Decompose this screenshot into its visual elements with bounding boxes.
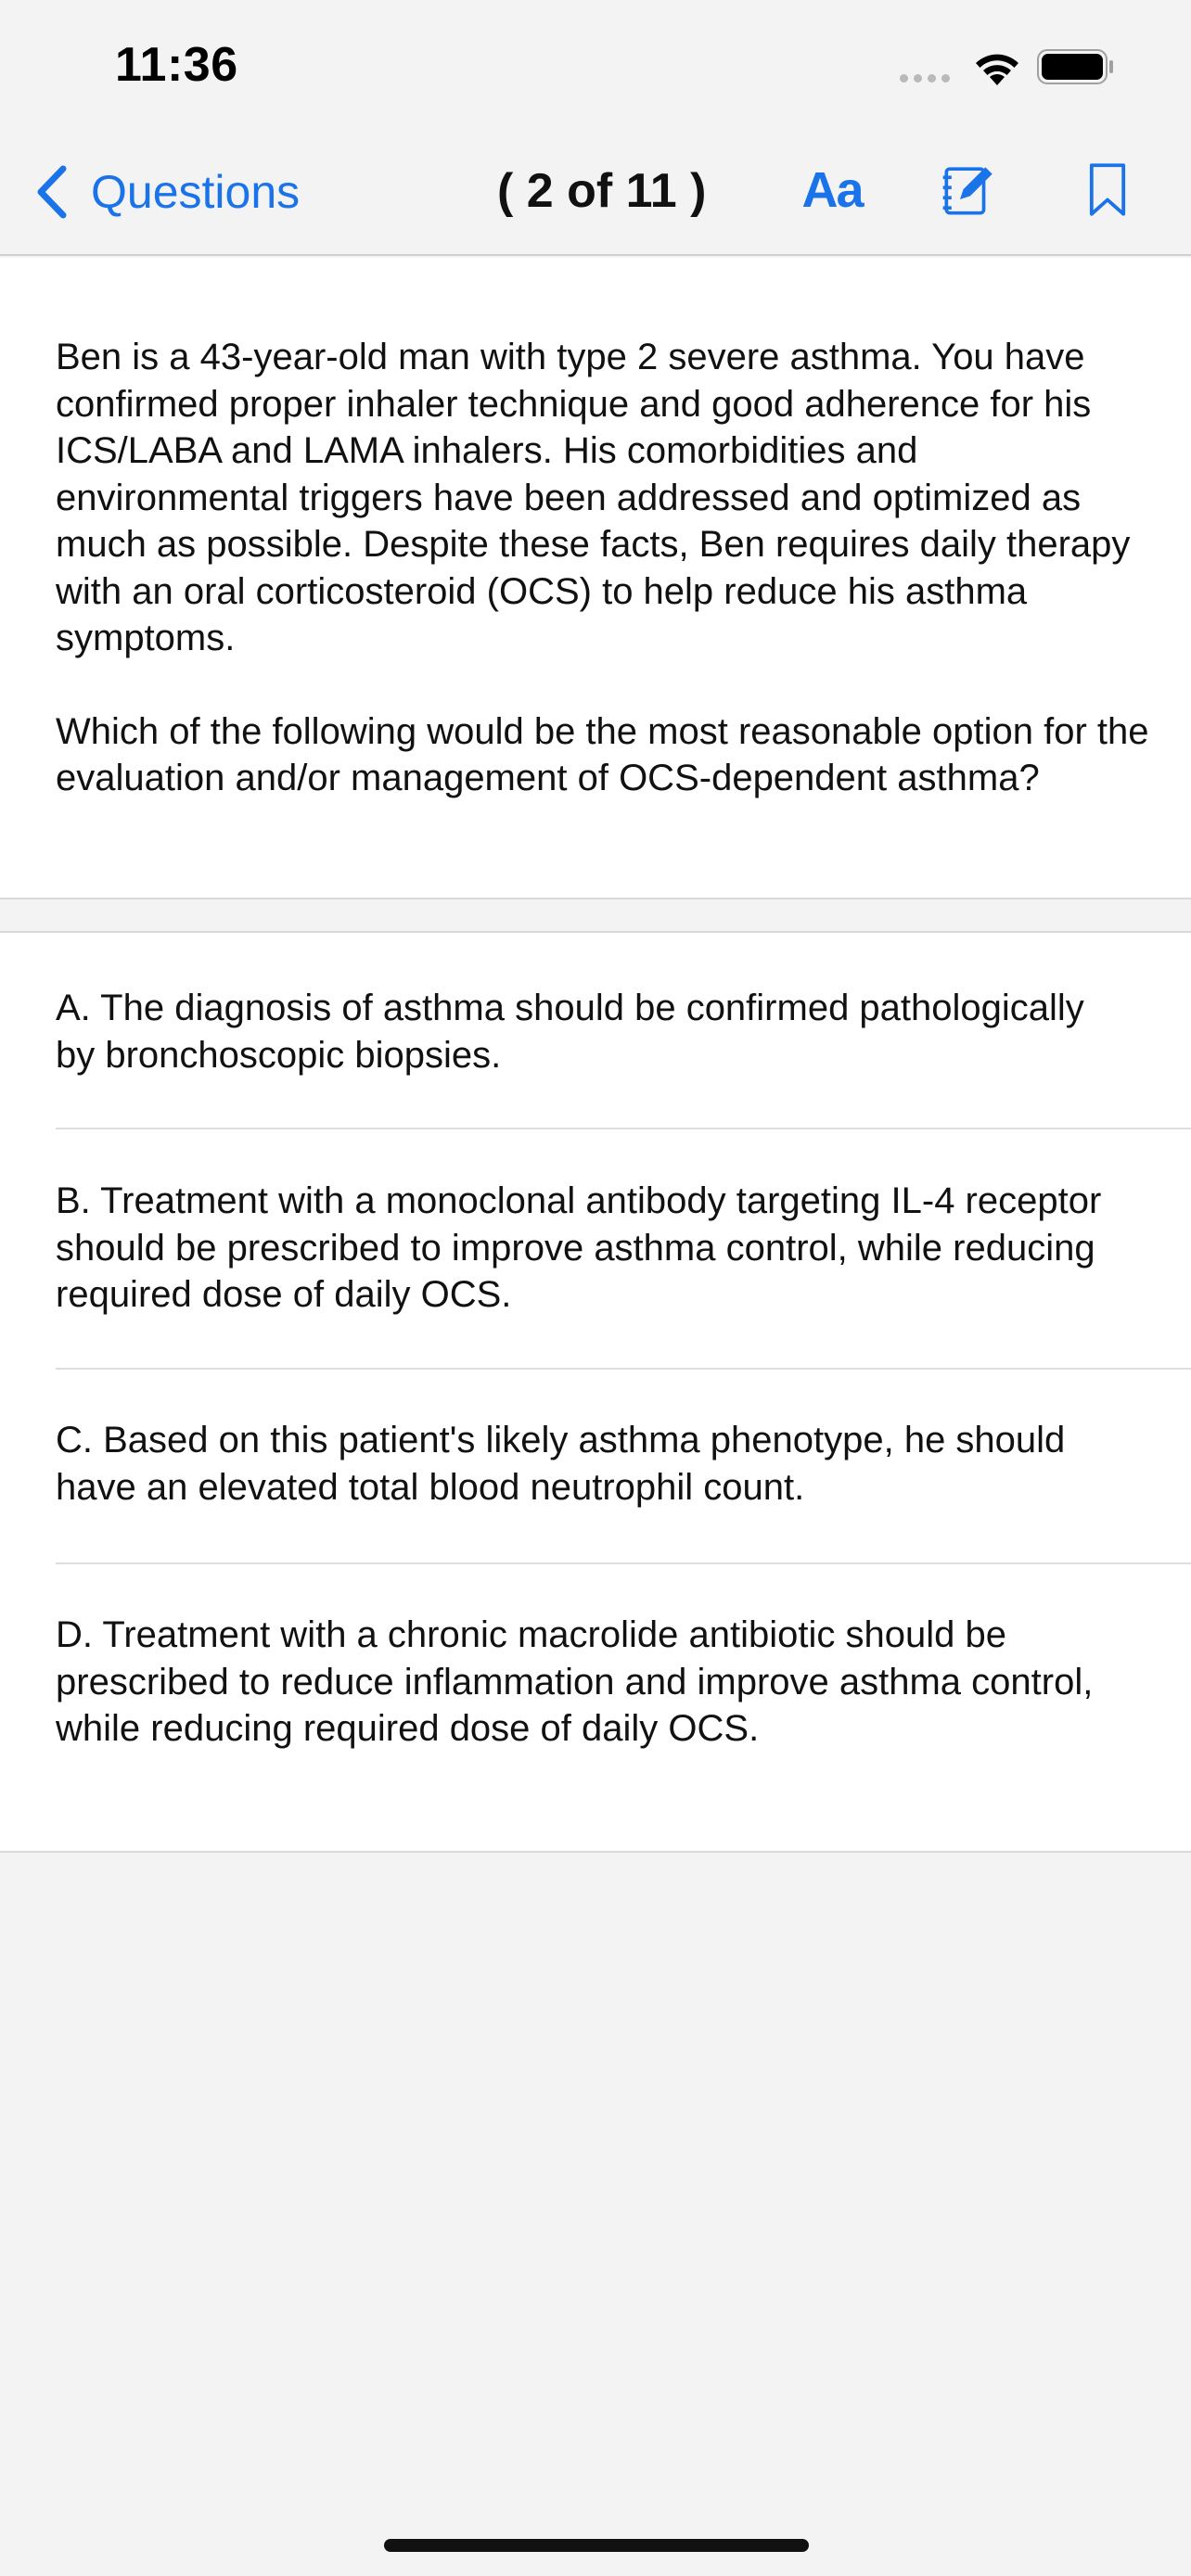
option-c[interactable]: [56, 1417, 1191, 1511]
question-stem: [56, 334, 1159, 802]
option-text: C. Based on this patient's likely asthma phenotype, he should have an elevated total blood neutrophil count.: [56, 1420, 1066, 1508]
question-prompt: Which of the following would be the most reasonable option for the evaluation and/or management of OCS-dependent asthma?: [56, 710, 1149, 798]
bookmark-icon: [1088, 162, 1127, 218]
navigation-bar: [0, 130, 1191, 256]
battery-icon: [1037, 48, 1115, 85]
home-indicator[interactable]: [384, 2539, 809, 2552]
answer-options-list: [0, 931, 1191, 1853]
status-time: 11:36: [115, 38, 238, 92]
bookmark-button[interactable]: [1083, 158, 1132, 223]
cellular-signal-icon: [900, 74, 950, 83]
back-button[interactable]: [33, 161, 300, 223]
divider: [56, 1128, 1191, 1129]
question-counter: ( 2 of 11 ): [497, 164, 707, 218]
notes-button[interactable]: [937, 158, 1002, 223]
option-text: B. Treatment with a monoclonal antibody targeting IL-4 receptor should be prescribed to improve asthma control, while reducing required dose of daily OCS.: [56, 1180, 1102, 1315]
option-b[interactable]: [56, 1178, 1191, 1319]
back-button-label: Questions: [91, 166, 301, 218]
divider: [56, 1368, 1191, 1370]
wifi-icon: [972, 48, 1022, 87]
option-text: A. The diagnosis of asthma should be confirmed pathologically by bronchoscopic biopsies.: [56, 988, 1084, 1076]
font-size-button[interactable]: Aa: [801, 162, 863, 218]
status-bar: [0, 0, 1191, 130]
question-paragraph: Ben is a 43-year-old man with type 2 severe asthma. You have confirmed proper inhaler technique and good adherence for his ICS/LABA and LAMA inhalers. His comorbidities and environmental triggers have been addressed and optimized as much as possible. Despite these facts, Ben requires daily therapy with an oral corticosteroid (OCS) to help reduce his asthma symptoms.: [56, 337, 1131, 658]
option-d[interactable]: [56, 1612, 1191, 1753]
question-card: [0, 258, 1191, 899]
edit-note-icon: [940, 160, 999, 220]
divider: [56, 1562, 1191, 1564]
option-a[interactable]: [56, 985, 1191, 1078]
chevron-left-icon: [33, 163, 69, 221]
option-text: D. Treatment with a chronic macrolide antibiotic should be prescribed to reduce inflammation and improve asthma control, while reducing required dose of daily OCS.: [56, 1614, 1094, 1749]
